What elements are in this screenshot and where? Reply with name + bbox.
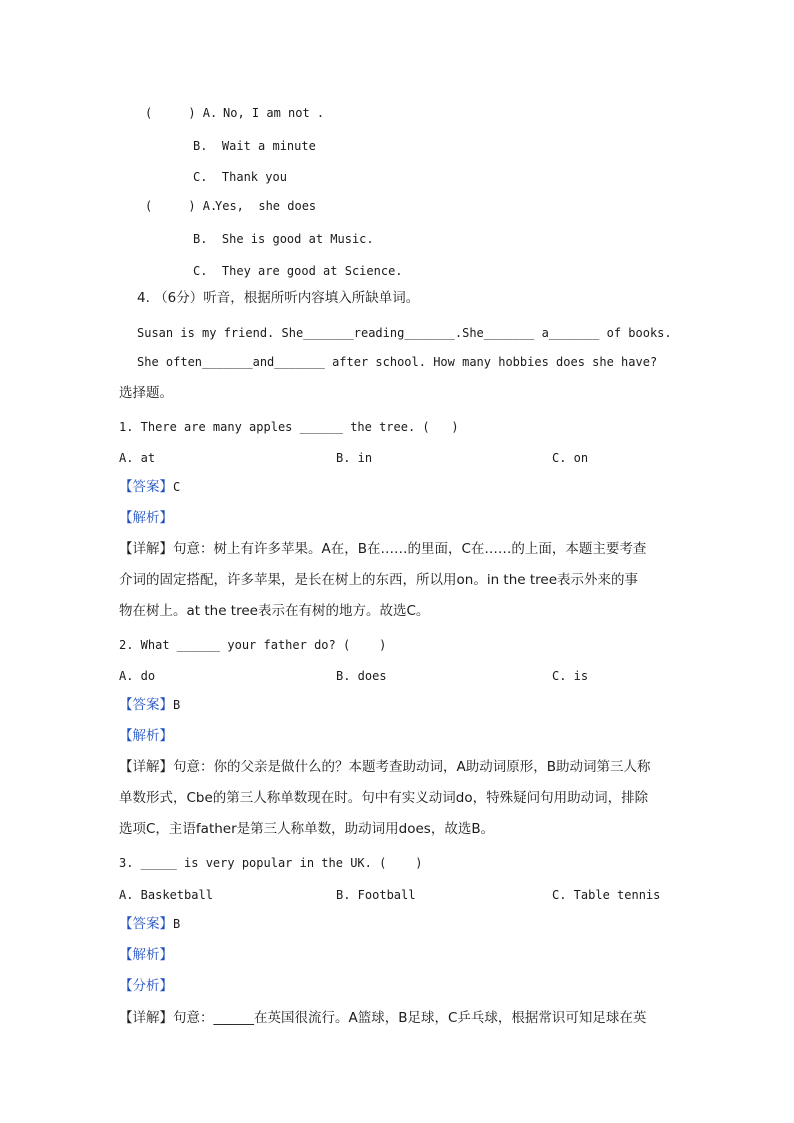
- answer-tag: 【答案】: [119, 697, 173, 713]
- option-b: B. Wait a minute: [193, 139, 316, 153]
- option-b: B. Football: [336, 888, 416, 902]
- detail-line: [119, 541, 646, 557]
- option-b: B. does: [336, 669, 387, 683]
- answer-tag: 【答案】: [119, 916, 173, 932]
- option-c: C. They are good at Science.: [193, 264, 403, 278]
- analysis-tag: 【解析】: [119, 728, 173, 744]
- analysis-tag: 【解析】: [119, 947, 173, 963]
- extra-tag: 【分析】: [119, 978, 173, 994]
- answer-line: [119, 697, 180, 713]
- q4-line-1: Susan is my friend. She_______reading_______.She_______ a_______ of books.: [137, 326, 672, 340]
- detail-tag: 【详解】: [119, 541, 173, 557]
- question-paren-a: ( ) A.: [145, 106, 218, 120]
- q4-line-2: She often_______and_______ after school. How many hobbies does she have?: [137, 355, 658, 369]
- question-stem: 3. _____ is very popular in the UK. ( ): [119, 856, 423, 870]
- q4-header: 4. （6分）听音，根据所听内容填入所缺单词。: [137, 290, 420, 306]
- analysis-tag: 【解析】: [119, 510, 173, 526]
- detail-line: [119, 759, 651, 775]
- answer-value: B: [173, 917, 181, 931]
- option-a: A. Basketball: [119, 888, 213, 902]
- detail-line: 单数形式，Cbe的第三人称单数现在时。句中有实义动词do，特殊疑问句用助动词，排除: [119, 790, 649, 806]
- option-b: B. in: [336, 451, 373, 465]
- option-b: B. She is good at Music.: [193, 232, 374, 246]
- detail-text: 句意：你的父亲是做什么的？本题考查助动词，A助动词原形，B助动词第三人称: [173, 759, 651, 775]
- detail-tag: 【详解】: [119, 759, 173, 775]
- option-c: C. on: [552, 451, 589, 465]
- detail-line: [119, 1010, 646, 1026]
- option-a: A. do: [119, 669, 156, 683]
- option-a: A. at: [119, 451, 156, 465]
- option-a-text: No, I am not .: [223, 106, 325, 120]
- question-paren-b: ( ) A.: [145, 199, 218, 213]
- option-c: C. Table tennis: [552, 888, 661, 902]
- answer-line: [119, 916, 180, 932]
- answer-value: B: [173, 698, 181, 712]
- option-c: C. is: [552, 669, 589, 683]
- detail-line: 物在树上。at the tree表示在有树的地方。故选C。: [119, 603, 430, 619]
- question-stem: 1. There are many apples ______ the tree. ( ): [119, 420, 459, 434]
- detail-text: 句意：树上有许多苹果。A在，B在……的里面，C在……的上面，本题主要考查: [173, 541, 647, 557]
- option-c: C. Thank you: [193, 170, 287, 184]
- detail-tag: 【详解】: [119, 1010, 173, 1026]
- answer-line: [119, 479, 180, 495]
- question-stem: 2. What ______ your father do? ( ): [119, 638, 387, 652]
- detail-text: 句意：______在英国很流行。A篮球，B足球，C乒乓球，根据常识可知足球在英: [173, 1010, 647, 1026]
- detail-line: 选项C，主语father是第三人称单数，助动词用does，故选B。: [119, 821, 495, 837]
- detail-line: 介词的固定搭配，许多苹果，是长在树上的东西，所以用on。in the tree表示外来的事: [119, 572, 639, 588]
- option-a-text: Yes, she does: [215, 199, 317, 213]
- answer-value: C: [173, 480, 181, 494]
- section-title: 选择题。: [119, 385, 173, 401]
- answer-tag: 【答案】: [119, 479, 173, 495]
